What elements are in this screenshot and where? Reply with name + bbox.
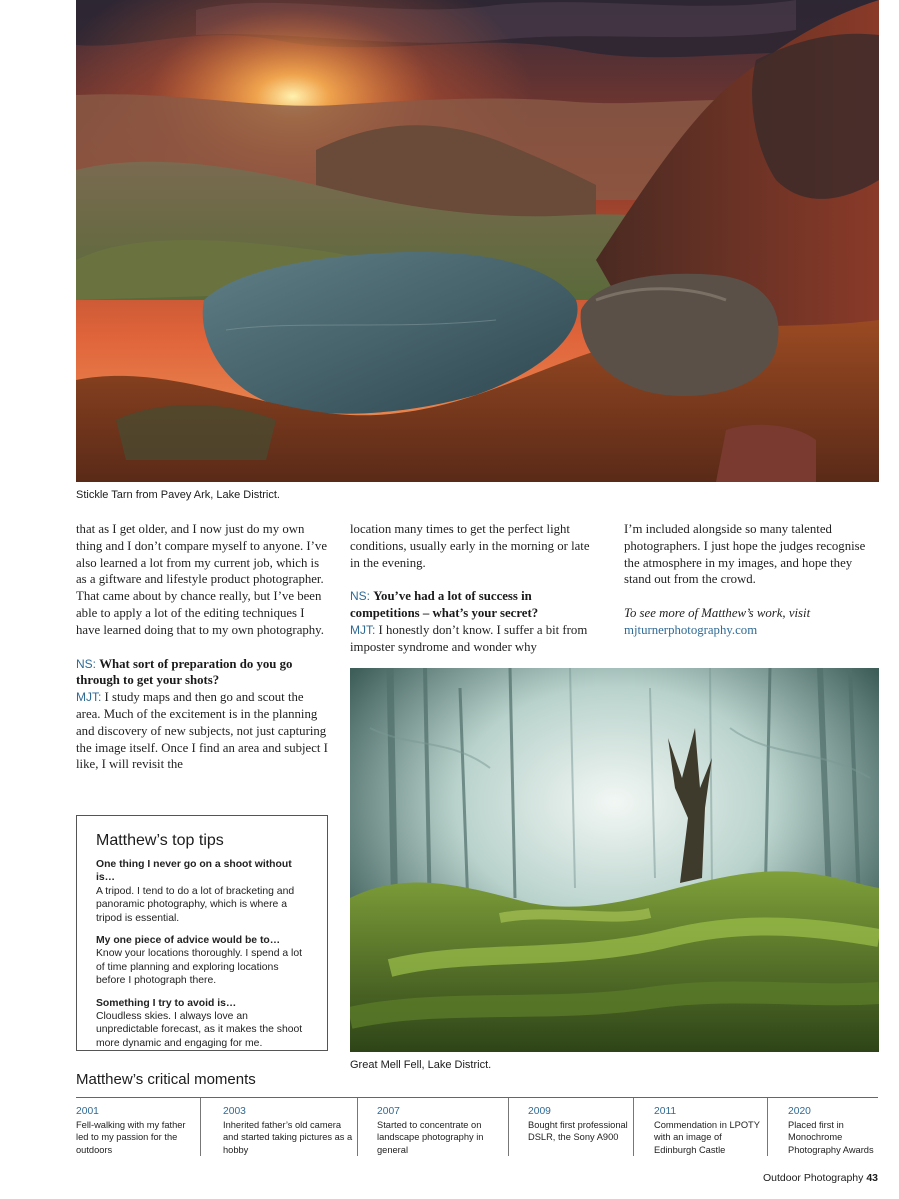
website-link[interactable]: mjturnerphotography.com: [624, 622, 758, 637]
timeline-year: 2007: [377, 1106, 400, 1117]
page-number: 43: [866, 1172, 878, 1184]
text-column-3: [624, 521, 879, 639]
tip-item: [96, 997, 309, 1051]
photo-stickle-tarn: [76, 0, 879, 482]
forest-illustration: [350, 668, 879, 1052]
answer-initials: MJT:: [76, 690, 102, 705]
caption-great-mell-fell: Great Mell Fell, Lake District.: [350, 1059, 492, 1071]
column1-answer: [76, 689, 328, 773]
timeline-year: 2001: [76, 1106, 99, 1117]
question-text: What sort of preparation do you go through to get your shots?: [76, 656, 293, 688]
tip-answer: A tripod. I tend to do a lot of bracketing and panoramic photography, which is where a tripod is essential.: [96, 885, 295, 924]
top-tips-title: Matthew’s top tips: [96, 832, 224, 849]
timeline-item-2011: [654, 1098, 762, 1156]
column3-paragraph: I’m included alongside so many talented photographers. I just hope the judges recognise the atmosphere in my images, and hope they stand out from the crowd.: [624, 522, 866, 587]
top-tips-box: [76, 815, 328, 1051]
caption-stickle-tarn: Stickle Tarn from Pavey Ark, Lake District.: [76, 489, 280, 501]
timeline-title: Matthew’s critical moments: [76, 1071, 256, 1088]
timeline-divider: [767, 1098, 768, 1156]
timeline-item-2003: [223, 1098, 353, 1156]
question-text: You’ve had a lot of success in competitions – what’s your secret?: [350, 589, 539, 621]
column1-question: [76, 656, 328, 690]
answer-text: I study maps and then go and scout the area. Much of the excitement is in the planning and discovery of new subjects, not just capturing the image itself. Once I find an area and subject I like, I will revisit the: [76, 690, 328, 772]
timeline-text: Placed first in Monochrome Photography Awards: [788, 1120, 874, 1155]
column2-paragraph: location many times to get the perfect light conditions, usually early in the morning or late in the evening.: [350, 522, 590, 570]
timeline-text: Commendation in LPOTY with an image of Edinburgh Castle: [654, 1120, 760, 1155]
website-note-text: To see more of Matthew’s work, visit: [624, 606, 811, 621]
answer-text: I honestly don’t know. I suffer a bit from imposter syndrome and wonder why: [350, 622, 588, 654]
column2-question: [350, 588, 600, 622]
timeline-divider: [200, 1098, 201, 1156]
tip-item: [96, 934, 309, 988]
landscape-illustration: [76, 0, 879, 482]
column2-answer: [350, 622, 600, 656]
timeline-divider: [508, 1098, 509, 1156]
answer-initials: MJT:: [350, 622, 376, 637]
tip-question: My one piece of advice would be to…: [96, 935, 281, 947]
timeline-item-2007: [377, 1098, 502, 1156]
tip-item: [96, 858, 309, 925]
timeline-item-2001: [76, 1098, 194, 1156]
timeline-year: 2020: [788, 1106, 811, 1117]
timeline-year: 2003: [223, 1106, 246, 1117]
column1-paragraph: that as I get older, and I now just do my own thing and I don’t compare myself to anyone. I’ve also learned a lot from my current job, which is as a giftware and lifestyle product photographer. That came about by chance really, but I’ve been able to apply a lot of the editing techniques I have learned doing that to my own photography.: [76, 522, 328, 637]
website-note: [624, 605, 879, 639]
timeline-text: Inherited father’s old camera and started taking pictures as a hobby: [223, 1120, 353, 1155]
timeline-item-2020: [788, 1098, 886, 1156]
tip-answer: Know your locations thoroughly. I spend a lot of time planning and exploring locations before I photograph there.: [96, 948, 303, 987]
tip-question: Something I try to avoid is…: [96, 997, 237, 1009]
text-column-1: [76, 521, 328, 773]
timeline-divider: [357, 1098, 358, 1156]
timeline-text: Fell-walking with my father led to my passion for the outdoors: [76, 1120, 186, 1155]
timeline-text: Bought first professional DSLR, the Sony A900: [528, 1120, 628, 1143]
timeline-item-2009: [528, 1098, 628, 1156]
magazine-name: Outdoor Photography: [762, 1172, 864, 1184]
timeline-year: 2009: [528, 1106, 551, 1117]
timeline-year: 2011: [654, 1106, 677, 1117]
timeline-text: Started to concentrate on landscape photography in general: [377, 1120, 484, 1155]
question-initials: NS:: [350, 589, 371, 604]
text-column-2: [350, 521, 600, 656]
tip-answer: Cloudless skies. I always love an unpredictable forecast, as it makes the shoot more dynamic and engaging for me.: [96, 1011, 303, 1049]
question-initials: NS:: [76, 656, 97, 671]
page-folio: [763, 1172, 878, 1184]
timeline-divider: [633, 1098, 634, 1156]
photo-great-mell-fell: [350, 668, 879, 1052]
tip-question: One thing I never go on a shoot without is…: [96, 859, 292, 884]
